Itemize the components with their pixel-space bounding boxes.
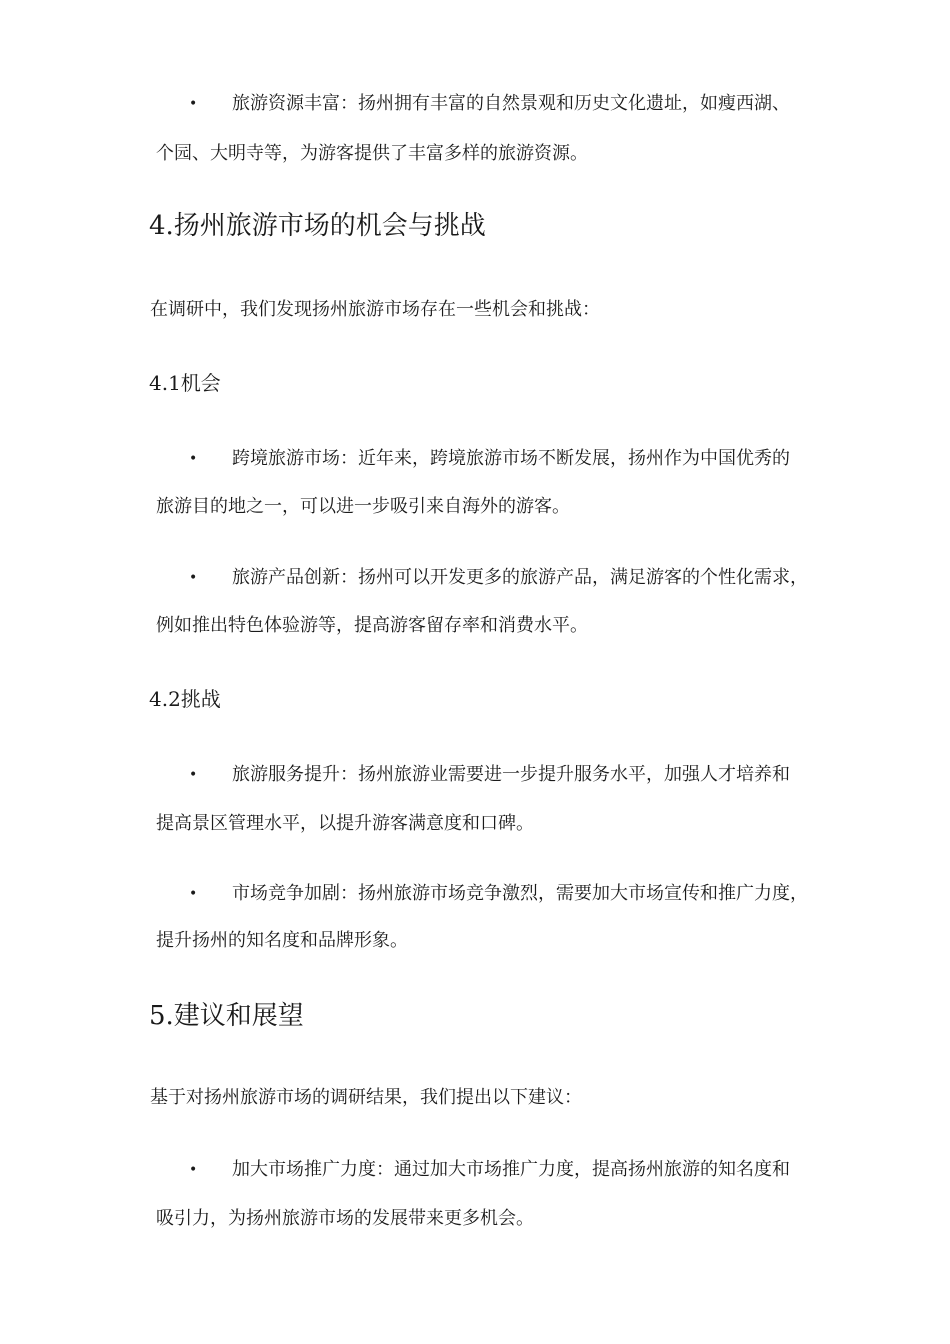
bullet-line: 提升扬州的知名度和品牌形象。 — [156, 930, 408, 951]
paragraph: 基于对扬州旅游市场的调研结果，我们提出以下建议： — [150, 1087, 582, 1108]
bullet-line: 个园、大明寺等，为游客提供了丰富多样的旅游资源。 — [156, 143, 588, 164]
bullet-line: 旅游产品创新：扬州可以开发更多的旅游产品，满足游客的个性化需求， — [232, 567, 808, 588]
bullet-marker: • — [189, 96, 198, 112]
bullet-line: 旅游资源丰富：扬州拥有丰富的自然景观和历史文化遗址，如瘦西湖、 — [232, 93, 790, 114]
bullet-line: 吸引力，为扬州旅游市场的发展带来更多机会。 — [156, 1208, 534, 1229]
bullet-line: 提高景区管理水平，以提升游客满意度和口碑。 — [156, 813, 534, 834]
bullet-line: 跨境旅游市场：近年来，跨境旅游市场不断发展，扬州作为中国优秀的 — [232, 448, 790, 469]
bullet-marker: • — [189, 886, 198, 902]
bullet-line: 加大市场推广力度：通过加大市场推广力度，提高扬州旅游的知名度和 — [232, 1159, 790, 1180]
section-heading: 5.建议和展望 — [149, 1001, 304, 1031]
bullet-marker: • — [189, 570, 198, 586]
bullet-marker: • — [189, 767, 198, 783]
bullet-line: 旅游目的地之一，可以进一步吸引来自海外的游客。 — [156, 496, 570, 517]
section-heading: 4.扬州旅游市场的机会与挑战 — [149, 211, 486, 241]
bullet-line: 例如推出特色体验游等，提高游客留存率和消费水平。 — [156, 615, 588, 636]
bullet-marker: • — [189, 451, 198, 467]
subsection-heading: 4.1机会 — [149, 371, 221, 395]
bullet-line: 市场竞争加剧：扬州旅游市场竞争激烈，需要加大市场宣传和推广力度， — [232, 883, 808, 904]
subsection-heading: 4.2挑战 — [149, 687, 221, 711]
bullet-marker: • — [189, 1162, 198, 1178]
paragraph: 在调研中，我们发现扬州旅游市场存在一些机会和挑战： — [150, 299, 600, 320]
bullet-line: 旅游服务提升：扬州旅游业需要进一步提升服务水平，加强人才培养和 — [232, 764, 790, 785]
